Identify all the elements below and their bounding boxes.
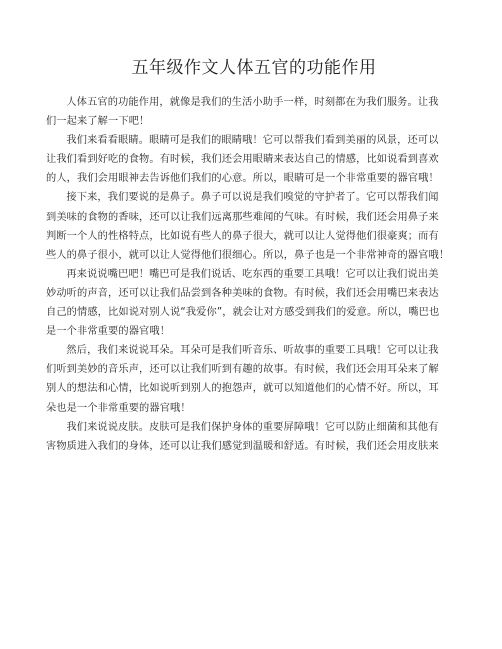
text-line: 让我们看到好吃的食物。有时候，我们还会用眼睛来表达自己的情感，比如说看到喜欢 (46, 154, 439, 166)
text-line: 自己的情感，比如说对别人说“我爱你”，就会让对方感受到我们的爱意。所以，嘴巴也 (46, 307, 440, 319)
paragraph-skin (46, 418, 462, 456)
document-title: 五年级作文人体五官的功能作用 (131, 58, 377, 78)
text-line: 然后，我们来说说耳朵。耳朵可是我们听音乐、听故事的重要工具哦！它可以让我 (66, 345, 439, 357)
paragraph-ears (46, 341, 462, 417)
text-line: 们听到美妙的音乐声，还可以让我们听到有趣的故事。有时候，我们还会用耳朵来了解 (46, 364, 439, 376)
text-line: 我们来说说皮肤。皮肤可是我们保护身体的重要屏障哦！它可以防止细菌和其他有 (66, 421, 439, 433)
paragraph-mouth (46, 265, 462, 341)
text-line: 到美味的食物的香味，还可以让我们远离那些难闻的气味。有时候，我们还会用鼻子来 (46, 211, 439, 223)
text-line: 接下来，我们要说的是鼻子。鼻子可以说是我们嗅觉的守护者了。它可以帮我们闻 (66, 192, 439, 204)
text-line: 判断一个人的性格特点，比如说有些人的鼻子很大，就可以让人觉得他们很豪爽；而有 (46, 230, 439, 242)
text-line: 妙动听的声音，还可以让我们品尝到各种美味的食物。有时候，我们还会用嘴巴来表达 (46, 287, 439, 299)
paragraph-eyes (46, 131, 462, 188)
text-line: 是一个非常重要的器官哦！ (46, 326, 171, 338)
paragraph-nose (46, 188, 462, 264)
text-line: 别人的想法和心情，比如说听到别人的抱怨声，就可以知道他们的心情不好。所以，耳 (46, 383, 439, 395)
text-line: 些人的鼻子很小，就可以让人觉得他们很细心。所以，鼻子也是一个非常神奇的器官哦！ (46, 249, 450, 261)
text-line: 们一起来了解一下吧！ (46, 116, 150, 128)
text-line: 朵也是一个非常重要的器官哦！ (46, 402, 191, 414)
text-line: 的人，我们会用眼神去告诉他们我们的心意。所以，眼睛可是一个非常重要的器官哦！ (46, 173, 439, 185)
text-line: 再来说说嘴巴吧！嘴巴可是我们说话、吃东西的重要工具哦！它可以让我们说出美 (66, 268, 439, 280)
text-line: 害物质进入我们的身体，还可以让我们感觉到温暖和舒适。有时候，我们还会用皮肤来 (46, 440, 439, 452)
paragraph-intro (46, 93, 462, 131)
text-line: 人体五官的功能作用，就像是我们的生活小助手一样，时刻都在为我们服务。让我 (66, 97, 439, 108)
text-line: 我们来看看眼睛。眼睛可是我们的眼睛哦！它可以帮我们看到美丽的风景，还可以 (66, 135, 439, 147)
